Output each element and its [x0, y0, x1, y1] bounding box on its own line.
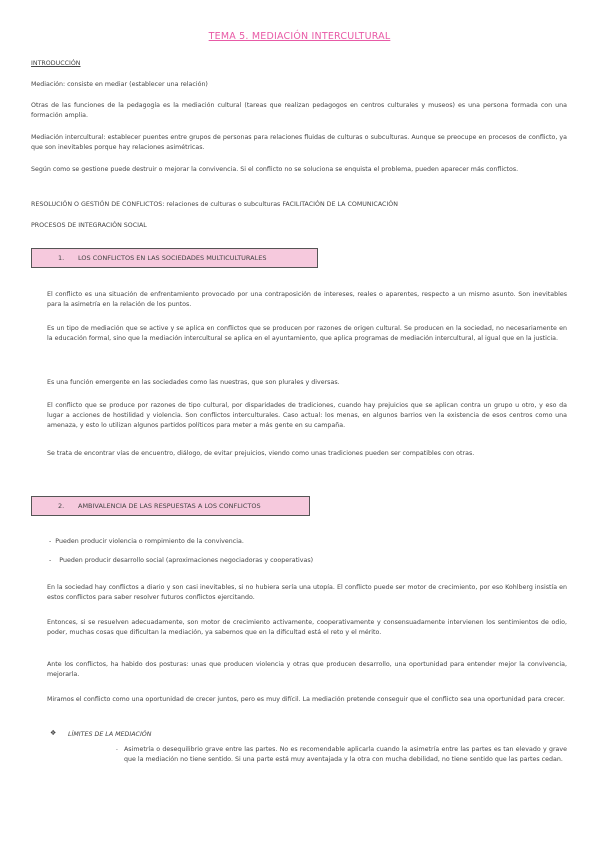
intro-paragraph: Otras de las funciones de la pedagogía es la mediación cultural (tareas que realizan pedagogos en centros culturales y museos) es una persona formada con una formación amplia. — [31, 102, 567, 120]
section-1-heading-box — [31, 248, 318, 268]
section-1-paragraph: Es un tipo de mediación que se active y se aplica en conflictos que se producen por razones de origen cultural. Se producen en la sociedad, no necesariamente en la educación formal, sino que la mediación intercultural se aplica en el ayuntamiento, que aplica programas de mediación intercultural, al igual que en la justicia. — [47, 325, 567, 343]
section-2-heading: AMBIVALENCIA DE LAS RESPUESTAS A LOS CONFLICTOS — [78, 502, 261, 510]
small-dash-icon: ‑ — [116, 747, 118, 753]
dash-marker: - — [49, 538, 56, 545]
intro-paragraph: PROCESOS DE INTEGRACIÓN SOCIAL — [31, 222, 147, 229]
intro-paragraph: Mediación: consiste en mediar (establecer una relación) — [31, 81, 208, 88]
section-1-heading: LOS CONFLICTOS EN LAS SOCIEDADES MULTICULTURALES — [78, 254, 267, 262]
section-1-paragraph: El conflicto que se produce por razones de tipo cultural, por disparidades de tradiciones, cuando hay prejuicios que se aplican contra un grupo u otro, y eso da lugar a acciones de hostilidad y violencia. Son conflictos interculturales. Caso actual: los menas, en algunos barrios ven la existencia de esos centros como una amenaza, y esto lo utilizan algunos partidos políticos para meter a más gente en su campaña. — [47, 402, 567, 430]
intro-paragraph: Mediación intercultural: establecer puentes entre grupos de personas para relaciones fluidas de culturas o subculturas. Aunque se preocupe en procesos de conflicto, ya que son inevitables porque hay relaciones asimétricas. — [31, 134, 567, 152]
section-1-paragraph: Se trata de encontrar vías de encuentro, diálogo, de evitar prejuicios, viendo como unas tradiciones pueden ser compatibles con otras. — [47, 450, 475, 457]
section-2-paragraph: Miramos el conflicto como una oportunidad de crecer juntos, pero es muy difícil. La mediación pretende conseguir que el conflicto sea una oportunidad para crecer. — [47, 696, 565, 703]
intro-heading: INTRODUCCIÓN — [31, 60, 81, 67]
dash-marker: - — [49, 557, 60, 564]
section-2-paragraph: Ante los conflictos, ha habido dos posturas: unas que producen violencia y otras que producen desarrollo, una oportunidad para entender mejor la convivencia, mejorarla. — [47, 661, 567, 679]
page-title: TEMA 5. MEDIACIÓN INTERCULTURAL — [208, 31, 391, 42]
intro-paragraph: Según como se gestione puede destruir o mejorar la convivencia. Si el conflicto no se soluciona se enquista el problema, pueden aparecer más conflictos. — [31, 166, 519, 173]
diamond-bullet-icon: ❖ — [50, 729, 57, 737]
section-2-number: 2. — [58, 502, 65, 510]
bullet-item: - Pueden producir desarrollo social (aproximaciones negociadoras y cooperativas) — [49, 557, 314, 564]
limits-subitem: Asimetría o desequilibrio grave entre las partes. No es recomendable aplicarla cuando la asimetría entre las partes es tan elevado y grave que la mediación no tiene sentido. Si una parte está muy aventajada y la otra con mucha debilidad, no tiene sentido que las partes cedan. — [124, 746, 567, 764]
intro-paragraph: RESOLUCIÓN O GESTIÓN DE CONFLICTOS: relaciones de culturas o subculturas FACILITACIÓN DE LA COMUNICACIÓN — [31, 201, 398, 208]
section-1-paragraph: El conflicto es una situación de enfrentamiento provocado por una contraposición de intereses, reales o aparentes, respecto a un mismo asunto. Son inevitables para la asimetría en la relación de los puntos. — [47, 291, 567, 309]
section-2-paragraph: Entonces, si se resuelven adecuadamente, son motor de crecimiento activamente, cooperativamente y consensuadamente intervienen los sentimientos de odio, poder, muchas cosas que dificultan la mediación, ya sabemos que en la dificultad está el reto y el mérito. — [47, 619, 567, 637]
bullet-item: - Pueden producir violencia o rompimiento de la convivencia. — [49, 538, 244, 545]
section-1-paragraph: Es una función emergente en las sociedades como las nuestras, que son plurales y diversas. — [47, 379, 340, 386]
section-1-number: 1. — [58, 254, 65, 262]
section-2-heading-box — [31, 496, 310, 516]
section-2-paragraph: En la sociedad hay conflictos a diario y son casi inevitables, si no hubiera sería una utopía. El conflicto puede ser motor de crecimiento, por eso Kohlberg insistía en estos conflictos para saber resolver futuros conflictos ejercitando. — [47, 584, 567, 602]
limits-subheading: LÍMITES DE LA MEDIACIÓN — [68, 731, 152, 738]
